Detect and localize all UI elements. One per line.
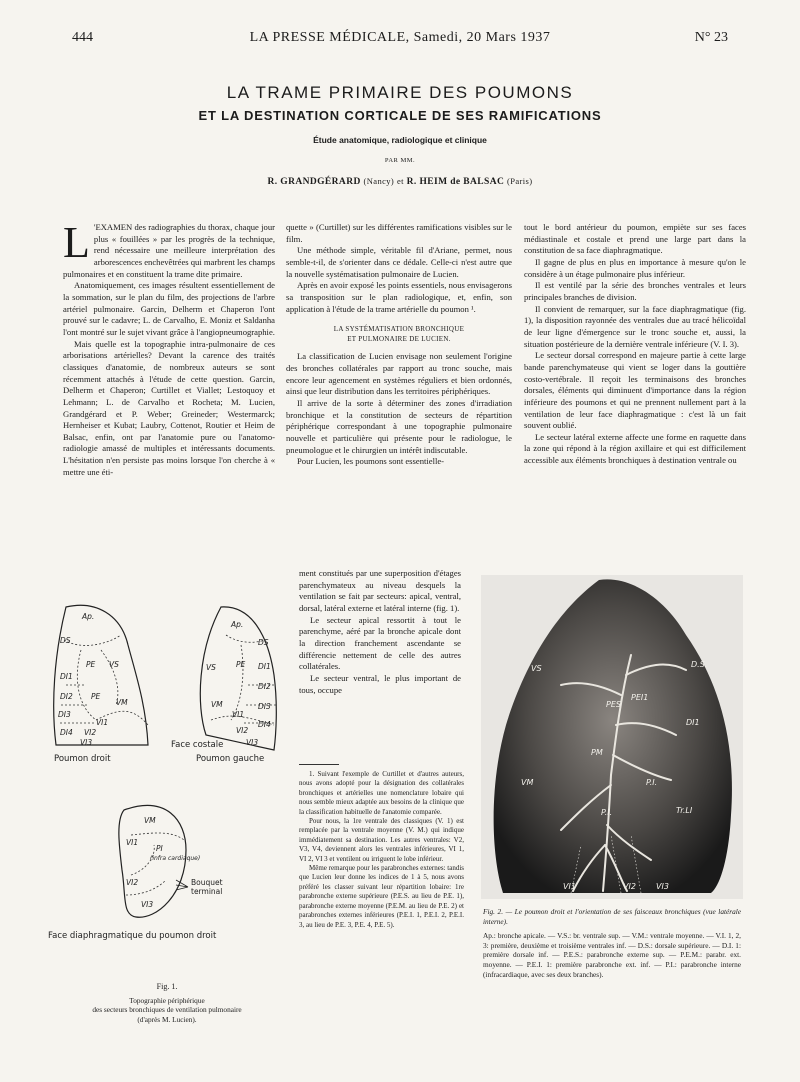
- fig1-label-vs-right: VS: [109, 660, 119, 669]
- fig1-label-di4-right: DI4: [60, 728, 73, 737]
- fig1-label-di1-right: DI1: [60, 672, 73, 681]
- photo-label-vi3: VI3: [656, 882, 669, 891]
- paragraph: Mais quelle est la topographie intra-pulmonaire de ces arborisations artérielles? Devant la carence des traités classiques d'anatomie, de nombreux auteurs se sont récemment attachés à l'étude de cette question. Garcin, Delherm et Chaperon; Curtillet et Viallet; Lestoquoy et Lehmann; L. de Carvalho et Rocheta; M. Lucien, Grandgérard et P. Weber; Greineder; Westermarck; Hernheiser et Kubat; Laubry, Cottenot, Routier et Heim de Balsac, enfin, ont par l'anatomie pure ou l'anatomo-radiologie amassé de multiples et intéressants documents. L'hésitation n'en persiste pas moins lorsque l'on cherche à « mettre une éti-: [63, 338, 275, 477]
- paragraph: Le secteur ventral, le plus important de tous, occupe: [299, 672, 461, 695]
- fig1-label-pe-left: PE: [236, 660, 246, 669]
- footnote: [299, 764, 464, 930]
- par-label: PAR MM.: [384, 157, 416, 164]
- authors-et: et: [396, 176, 404, 186]
- authors-line: [0, 176, 800, 187]
- paragraph: Le secteur latéral externe affecte une forme en raquette dans la zone qui répond à la région axillaire et qui est difficilement accessible aux éléments bronchiques à destination ventrale ou: [524, 431, 746, 466]
- column-1: [63, 218, 275, 478]
- fig1-label-bouquet: Bouquet: [191, 878, 223, 887]
- photo-label-vi1: VI1: [563, 882, 576, 891]
- fig1-label-pe-right: PE: [86, 660, 96, 669]
- article-title: LA TRAME PRIMAIRE DES POUMONS: [226, 83, 574, 102]
- section-heading: LA SYSTÉMATISATION BRONCHIQUE ET PULMONAIRE DE LUCIEN.: [333, 325, 465, 344]
- fig1-label-face-costale: Face costale: [171, 740, 224, 750]
- figure-2-legend: Ap.: bronche apicale. — V.S.: br. ventrale sup. — V.M.: ventrale moyenne. — V.I. 1, 2, 3: première, deuxième et troisième ventrales inf. — D.S.: dorsale supérieure. — D.I. 1: première dorsale inf. — P.E.S.: parabronche externe sup. — P.E.M.: parabr. ext. moyenne. — P.E.I. 1: première parabronche ext. inf. — P.I.: parabronche interne (infracardiaque, avec ses deux branches).: [483, 931, 741, 979]
- fig1-label-poumon-droit: Poumon droit: [54, 754, 111, 764]
- photo-label-vm: VM: [521, 778, 534, 787]
- paragraph: Anatomiquement, ces images résultent essentiellement de la sommation, sur le plan du film, des projections de l'arbre artériel pulmonaire. Garcin, Delherm et Chaperon l'ont prouvé sur le cadavre; L. de Carvalho, E. Moniz et Saldanha l'ont montré sur le sujet vivant grâce à l'angiopneumographie.: [63, 280, 275, 337]
- photo-label-pi: P.I.: [646, 778, 658, 787]
- article-subtitle: ET LA DESTINATION CORTICALE DE SES RAMIFICATIONS: [198, 108, 602, 123]
- paragraph: Le secteur dorsal correspond en majeure partie à cette large bande parenchymateuse qui vient se loger dans la gouttière costo-vertébrale. Il reçoit les terminaisons des bronches dorsales, éléments qui diminuent d'importance dans la région inférieure des poumons et qui ne prennent nullement part à la ventilation de leur face diaphragmatique : c'est là un fait souvent oublié.: [524, 350, 746, 431]
- paragraph: La classification de Lucien envisage non seulement l'origine des bronches collatérales par rapport au tronc souche, mais encore leur agencement en systèmes réguliers et bien ordonnés, ainsi que leur distribution dans les territoires périphériques.: [286, 351, 512, 397]
- fig1-label-vi1-diaph: VI1: [126, 838, 139, 847]
- photo-label-vs: VS: [531, 664, 542, 673]
- fig1-label-vi2-right: VI2: [84, 728, 97, 737]
- photo-label-pm: PM: [591, 748, 603, 757]
- paragraph: Le secteur apical ressortit à tout le parenchyme, aéré par la bronche apicale dont la direction franchement ascendante se différencie nettement de celle des autres collatérales.: [299, 614, 461, 672]
- paragraph: 'EXAMEN des radiographies du thorax, chaque jour plus « fouillées » par les progrès de la technique, rend nécessaire une meilleure interprétation des arborescences enchevêtrées qui marbrent les champs pulmonaires et en constituent la trame dite primaire.: [63, 222, 275, 279]
- fig1-label-vi2-diaph: VI2: [126, 878, 139, 887]
- author-1: R. GRANDGÉRARD: [267, 177, 361, 187]
- fig1-label-ds-right: DS: [60, 636, 71, 645]
- paragraph: tout le bord antérieur du poumon, empiète sur ses faces médiastinale et costale et prend une large part dans la constitution de sa face diaphragmatique.: [524, 222, 746, 256]
- fig1-label-vi2-left: VI2: [236, 726, 249, 735]
- running-header: [0, 30, 800, 52]
- paragraph: ment constitués par une superposition d'étages parenchymateux au niveau desquels la ventilation se fait par secteurs: apical, ventral, dorsal, latéral externe et latéral interne (fig. 1).: [299, 568, 461, 613]
- fig1-label-vm-right: VM: [116, 698, 128, 707]
- photo-label-vi2: VI2: [623, 882, 636, 891]
- fig1-label-di2-left: DI2: [258, 682, 271, 691]
- fig1-label-di3-left: DI3: [258, 702, 271, 711]
- paragraph: Il gagne de plus en plus en importance à mesure qu'on le considère à un étage pulmonaire plus inférieur.: [524, 256, 746, 279]
- fig1-label-vs-left: VS: [206, 663, 216, 672]
- fig1-label-vi3-left: VI3: [246, 738, 259, 747]
- author-2: R. HEIM de BALSAC: [406, 177, 505, 187]
- column-3: [524, 222, 746, 467]
- paragraph: Il convient de remarquer, sur la face diaphragmatique (fig. 1), la disposition rayonnée des ventrales due au tracé hélicoïdal de leur ligne d'émergence sur le tronc souche et, aussi, la situation postérieure de la dernière ventrale inférieure (V. I. 3).: [524, 303, 746, 349]
- photo-label-pes: PES: [606, 700, 621, 709]
- paragraph: Il est ventilé par la série des bronches ventrales et leurs principales branches de division.: [524, 280, 746, 302]
- paragraph: quette » (Curtillet) sur les différentes ramifications visibles sur le film.: [286, 222, 512, 244]
- paragraph: Il arrive de la sorte à déterminer des zones d'irradiation bronchique et la constitution de secteurs de répartition périphérique correspondant à une topographie pulmonaire nouvelle et particulière qui présente pour le radiologue, le pneumologue et le chirurgien un intérêt indiscutable.: [286, 397, 512, 455]
- photo-label-di1: DI1: [686, 718, 700, 727]
- fig1-label-vm-diaph: VM: [144, 816, 156, 825]
- figure-2-caption: [483, 907, 741, 979]
- author-2-location: (Paris): [507, 176, 533, 186]
- fig1-label-ap-right: Ap.: [82, 612, 95, 621]
- photo-label-pi2: P.I.: [601, 808, 613, 817]
- fig1-label-poumon-gauche: Poumon gauche: [196, 754, 265, 764]
- paragraph: Une méthode simple, véritable fil d'Ariane, permet, nous semble-t-il, de s'orienter dans ce dédale. Celle-ci n'est autre que la nouvelle systématisation pulmonaire de Lucien.: [286, 245, 512, 279]
- paragraph: Après en avoir exposé les points essentiels, nous envisagerons sa transposition sur le plan radiologique, et, enfin, son application à l'étude de la trame artérielle du poumon ¹.: [286, 280, 512, 314]
- figure-1-caption: Fig. 1. Topographie périphérique des secteurs bronchiques de ventilation pulmonaire (d'après M. Lucien).: [38, 982, 296, 1024]
- journal-title: LA PRESSE MÉDICALE, Samedi, 20 Mars 1937: [249, 30, 551, 45]
- footnote-paragraph: Même remarque pour les parabronches externes: tandis que Lucien leur donne les indices de 1 à 5, nous avons préféré les classer suivant leur répartition lobaire: 1re parabronche externe supérieure (P.E.S. au lieu de P.E. 1), parabronche externe moyenne (P.E.M. au lieu de P.E. 2) et parabronches externes inférieures (P.E.I. 1, P.E.I. 2, P.E.I. 3, au lieu de P.E. 3, P.E. 4, P.E. 5).: [299, 864, 464, 929]
- issue-number: N° 23: [694, 30, 728, 45]
- figure-2-photograph: [481, 575, 743, 899]
- article-kicker: Étude anatomique, radiologique et clinique: [313, 135, 487, 145]
- photo-label-ds: D.S.: [691, 660, 708, 669]
- fig1-label-di1-left: DI1: [258, 662, 271, 671]
- fig1-label-diaphragm: Face diaphragmatique du poumon droit: [48, 931, 217, 941]
- footnote-rule: [299, 764, 339, 765]
- fig1-label-pe2-right: PE: [91, 692, 101, 701]
- fig1-label-di3-right: DI3: [58, 710, 71, 719]
- fig1-label-pi-diaph: PI: [156, 844, 163, 853]
- fig1-label-vi1-left: VI1: [232, 710, 245, 719]
- fig1-label-terminal: terminal: [191, 887, 223, 896]
- fig1-label-vi3-right: VI3: [80, 738, 93, 747]
- figure-1-title: Fig. 1.: [156, 982, 178, 991]
- fig1-label-ap-left: Ap.: [231, 620, 244, 629]
- figure-2-title: Fig. 2. — Le poumon droit et l'orientation de ses faisceaux bronchiques (vue latérale interne).: [483, 907, 741, 926]
- page-number: 444: [72, 30, 93, 45]
- author-1-location: (Nancy): [363, 176, 395, 186]
- column-2-continued: [299, 568, 461, 696]
- figure-1-diagram: [36, 595, 301, 980]
- paragraph: Pour Lucien, les poumons sont essentielle-: [297, 456, 445, 467]
- fig1-label-vi1-right: VI1: [96, 718, 109, 727]
- photo-label-pei: PEI1: [631, 693, 649, 702]
- fig1-label-infra: (infra cardiaque): [150, 855, 201, 862]
- fig1-label-di2-right: DI2: [60, 692, 73, 701]
- column-2: [286, 222, 512, 468]
- fig1-label-ds-left: DS: [258, 638, 269, 647]
- footnote-paragraph: 1. Suivant l'exemple de Curtillet et d'autres auteurs, nous avons adopté pour la désignation des collatérales bronchiques et artérielles une nomenclature lobaire qui nous semble mieux adaptée aux besoins de la clinique que la classification habituelle de l'anatomie comparée.: [299, 770, 464, 816]
- fig1-label-vm-left: VM: [211, 700, 223, 709]
- drop-cap: L: [63, 218, 90, 267]
- footnote-paragraph: Pour nous, la 1re ventrale des classiques (V. 1) est remplacée par la ventrale moyenne (V. M.) qui indique immédiatement sa destination. Les autres ventrales: V2, V3, V4, deviennent alors les ventrales inférieures, VI 1, VI 2, VI 3 et ventilent ou irriguent le lobe inférieur.: [299, 817, 464, 863]
- photo-label-trli: Tr.LI: [676, 806, 693, 815]
- fig1-label-di4-left: DI4: [258, 720, 271, 729]
- fig1-label-vi3-diaph: VI3: [141, 900, 154, 909]
